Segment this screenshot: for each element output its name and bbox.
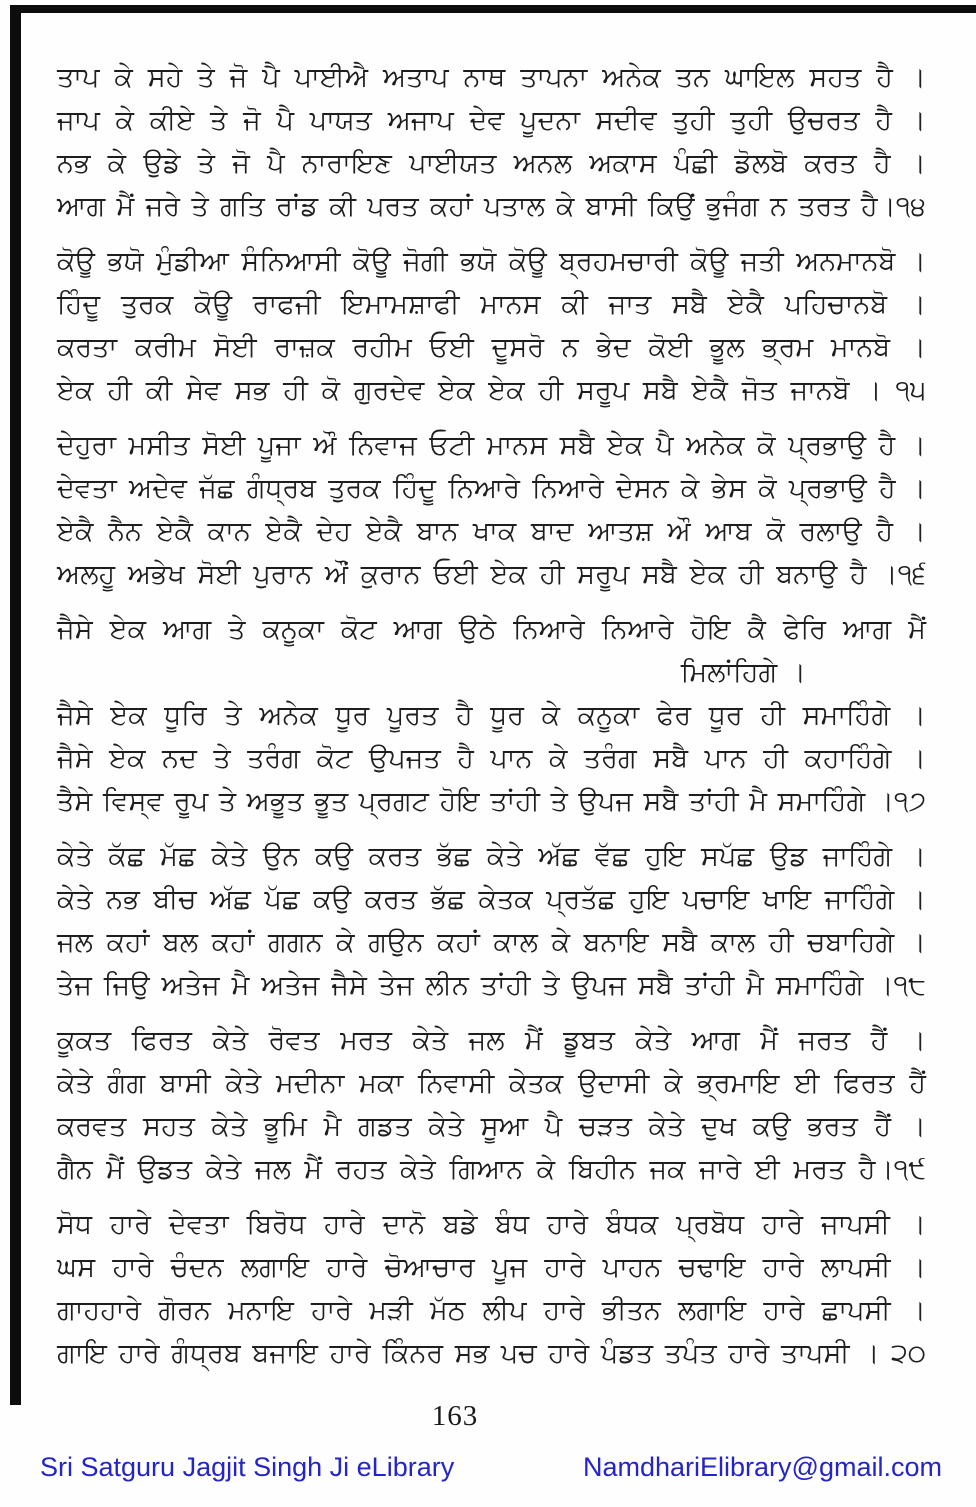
verse-line: ਤਾਪ ਕੇ ਸਹੇ ਤੇ ਜੋ ਪੈ ਪਾਈਐ ਅਤਾਪ ਨਾਥ ਤਾਪਨਾ ਅਨੇਕ ਤਨ ਘਾਇਲ ਸਹਤ ਹੈ ।	[57, 62, 926, 93]
verse-line: ਅਲਹੂ ਅਭੇਖ ਸੋਈ ਪੁਰਾਨ ਔਂ ਕੁਰਾਨ ਓਈ ਏਕ ਹੀ ਸਰੂਪ ਸਬੈ ਏਕ ਹੀ ਬਨਾਉ ਹੈ ।੧੬	[57, 559, 926, 590]
verse-line: ਕੇਤੇ ਕੱਛ ਮੱਛ ਕੇਤੇ ਉਨ ਕਉ ਕਰਤ ਭੱਛ ਕੇਤੇ ਅੱਛ ਵੱਛ ਹੁਇ ਸਪੱਛ ਉਡ ਜਾਹਿੰਗੇ ।	[57, 841, 926, 872]
verse-line: ਨਭ ਕੇ ਉਡੇ ਤੇ ਜੋ ਪੈ ਨਾਰਾਇਣ ਪਾਈਯਤ ਅਨਲ ਅਕਾਸ ਪੰਛੀ ਡੋਲਬੋ ਕਰਤ ਹੈ ।	[57, 148, 926, 179]
verse-line: ਦੇਵਤਾ ਅਦੇਵ ਜੱਛ ਗੰਧ੍ਰਬ ਤੁਰਕ ਹਿੰਦੂ ਨਿਆਰੇ ਨਿਆਰੇ ਦੇਸਨ ਕੇ ਭੇਸ ਕੋ ਪ੍ਰਭਾਉ ਹੈ ।	[57, 473, 926, 504]
footer	[40, 1452, 942, 1483]
verse-line: ਸੋਧ ਹਾਰੇ ਦੇਵਤਾ ਬਿਰੋਧ ਹਾਰੇ ਦਾਨੋ ਬਡੇ ਬੰਧ ਹਾਰੇ ਬੰਧਕ ਪ੍ਰਬੋਧ ਹਾਰੇ ਜਾਪਸੀ ।	[57, 1209, 926, 1240]
verse-line-continuation: ਮਿਲਾਂਹਿਗੇ ।	[680, 657, 806, 688]
verse-line: ਕਰਤਾ ਕਰੀਮ ਸੋਈ ਰਾਜ਼ਕ ਰਹੀਮ ਓਈ ਦੂਸਰੋ ਨ ਭੇਦ ਕੋਈ ਭੂਲ ਭ੍ਰਮ ਮਾਨਬੋ ।	[57, 332, 926, 363]
verse-line: ਜਾਪ ਕੇ ਕੀਏ ਤੇ ਜੋ ਪੈ ਪਾਯਤ ਅਜਾਪ ਦੇਵ ਪੂਦਨਾ ਸਦੀਵ ਤੁਹੀ ਤੁਹੀ ਉਚਰਤ ਹੈ ।	[57, 105, 926, 136]
footer-email: NamdhariElibrary@gmail.com	[582, 1452, 942, 1482]
verse-line: ਹਿੰਦੂ ਤੁਰਕ ਕੋਊ ਰਾਫਜੀ ਇਮਾਮਸ਼ਾਫੀ ਮਾਨਸ ਕੀ ਜਾਤ ਸਬੈ ਏਕੈ ਪਹਿਚਾਨਬੋ ।	[57, 289, 926, 320]
verse-line: ਕੂਕਤ ਫਿਰਤ ਕੇਤੇ ਰੋਵਤ ਮਰਤ ਕੇਤੇ ਜਲ ਮੈਂ ਡੂਬਤ ਕੇਤੇ ਆਗ ਮੈਂ ਜਰਤ ਹੈਂ ।	[57, 1025, 926, 1056]
verse-line: ਗਾਹਹਾਰੇ ਗੋਰਨ ਮਨਾਇ ਹਾਰੇ ਮੜੀ ਮੱਠ ਲੀਪ ਹਾਰੇ ਭੀਤਨ ਲਗਾਇ ਹਾਰੇ ਛਾਪਸੀ ।	[57, 1295, 926, 1326]
stanza-20	[57, 1203, 926, 1375]
verse-line: ਜੈਸੇ ਏਕ ਨਦ ਤੇ ਤਰੰਗ ਕੋਟ ਉਪਜਤ ਹੈ ਪਾਨ ਕੇ ਤਰੰਗ ਸਬੈ ਪਾਨ ਹੀ ਕਹਾਹਿੰਗੇ ।	[57, 743, 926, 774]
verse-line: ਦੇਹੁਰਾ ਮਸੀਤ ਸੋਈ ਪੂਜਾ ਔ ਨਿਵਾਜ ਓਟੀ ਮਾਨਸ ਸਬੈ ਏਕ ਪੈ ਅਨੇਕ ਕੋ ਪ੍ਰਭਾਉ ਹੈ ।	[57, 430, 926, 461]
stanza-15	[57, 240, 926, 412]
verse-line: ਤੈਸੇ ਵਿਸ੍ਵ ਰੂਪ ਤੇ ਅਭੂਤ ਭੂਤ ਪ੍ਰਗਟ ਹੋਇ ਤਾਂਹੀ ਤੇ ਉਪਜ ਸਬੈ ਤਾਂਹੀ ਮੈ ਸਮਾਹਿੰਗੇ ।੧੭	[57, 786, 926, 817]
verse-line: ਘਸ ਹਾਰੇ ਚੰਦਨ ਲਗਾਇ ਹਾਰੇ ਚੋਆਚਾਰ ਪੂਜ ਹਾਰੇ ਪਾਹਨ ਚਢਾਇ ਹਾਰੇ ਲਾਪਸੀ ।	[57, 1252, 926, 1283]
verse-line: ਆਗ ਮੈਂ ਜਰੇ ਤੇ ਗਤਿ ਰਾਂਡ ਕੀ ਪਰਤ ਕਹਾਂ ਪਤਾਲ ਕੇ ਬਾਸੀ ਕਿਉਂ ਭੁਜੰਗ ਨ ਤਰਤ ਹੈ।੧੪	[57, 191, 926, 222]
stanza-19	[57, 1019, 926, 1191]
page-number: 163	[431, 1400, 479, 1432]
verse-line: ਗੈਨ ਮੈਂ ਉਡਤ ਕੇਤੇ ਜਲ ਮੈਂ ਰਹਤ ਕੇਤੇ ਗਿਆਨ ਕੇ ਬਿਹੀਨ ਜਕ ਜਾਰੇ ਈ ਮਰਤ ਹੈ।੧੯	[57, 1154, 926, 1185]
verse-line: ਗਾਇ ਹਾਰੇ ਗੰਧ੍ਰਬ ਬਜਾਇ ਹਾਰੇ ਕਿੰਨਰ ਸਭ ਪਚ ਹਾਰੇ ਪੰਡਤ ਤਪੰਤ ਹਾਰੇ ਤਾਪਸੀ । ੨੦	[57, 1338, 926, 1369]
verse-text-body	[57, 56, 926, 1387]
verse-line: ਏਕੈ ਨੈਨ ਏਕੈ ਕਾਨ ਏਕੈ ਦੇਹ ਏਕੈ ਬਾਨ ਖਾਕ ਬਾਦ ਆਤਸ਼ ਔ ਆਬ ਕੋ ਰਲਾਉ ਹੈ ।	[57, 516, 926, 547]
verse-line: ਕੇਤੇ ਨਭ ਬੀਚ ਅੱਛ ਪੱਛ ਕਉ ਕਰਤ ਭੱਛ ਕੇਤਕ ਪ੍ਰਤੱਛ ਹੁਇ ਪਚਾਇ ਖਾਇ ਜਾਹਿੰਗੇ ।	[57, 884, 926, 915]
footer-library-credit: Sri Satguru Jagjit Singh Ji eLibrary	[40, 1452, 455, 1482]
verse-line: ਜੈਸੇ ਏਕ ਆਗ ਤੇ ਕਨੂਕਾ ਕੋਟ ਆਗ ਉਠੇ ਨਿਆਰੇ ਨਿਆਰੇ ਹੋਇ ਕੈ ਫੇਰਿ ਆਗ ਮੈਂ	[57, 614, 926, 645]
verse-line: ਕੇਤੇ ਗੰਗ ਬਾਸੀ ਕੇਤੇ ਮਦੀਨਾ ਮਕਾ ਨਿਵਾਸੀ ਕੇਤਕ ਉਦਾਸੀ ਕੇ ਭ੍ਰਮਾਇ ਈ ਫਿਰਤ ਹੈਂ	[57, 1068, 926, 1099]
stanza-16	[57, 424, 926, 596]
verse-line: ਕਰਵਤ ਸਹਤ ਕੇਤੇ ਭੂਮਿ ਮੈ ਗਡਤ ਕੇਤੇ ਸੂਆ ਪੈ ਚੜਤ ਕੇਤੇ ਦੁਖ ਕਉ ਭਰਤ ਹੈਂ ।	[57, 1111, 926, 1142]
verse-line: ਜੈਸੇ ਏਕ ਧੂਰਿ ਤੇ ਅਨੇਕ ਧੂਰ ਪੂਰਤ ਹੈ ਧੂਰ ਕੇ ਕਨੂਕਾ ਫੇਰ ਧੂਰ ਹੀ ਸਮਾਹਿੰਗੇ ।	[57, 700, 926, 731]
verse-line: ਏਕ ਹੀ ਕੀ ਸੇਵ ਸਭ ਹੀ ਕੋ ਗੁਰਦੇਵ ਏਕ ਏਕ ਹੀ ਸਰੂਪ ਸਬੈ ਏਕੈ ਜੋਤ ਜਾਨਬੋ । ੧੫	[57, 375, 926, 406]
verse-line: ਕੋਊ ਭਯੋ ਮੁੰਡੀਆ ਸੰਨਿਆਸੀ ਕੋਊ ਜੋਗੀ ਭਯੋ ਕੋਊ ਬ੍ਰਹਮਚਾਰੀ ਕੋਊ ਜਤੀ ਅਨਮਾਨਬੋ ।	[57, 246, 926, 277]
stanza-17	[57, 608, 926, 823]
stanza-18	[57, 835, 926, 1007]
verse-line: ਜਲ ਕਹਾਂ ਬਲ ਕਹਾਂ ਗਗਨ ਕੇ ਗਉਨ ਕਹਾਂ ਕਾਲ ਕੇ ਬਨਾਇ ਸਬੈ ਕਾਲ ਹੀ ਚਬਾਹਿਗੇ ।	[57, 927, 926, 958]
scan-edge-top	[10, 5, 976, 13]
stanza-14	[57, 56, 926, 228]
scan-edge-left	[10, 5, 21, 1405]
verse-line: ਤੇਜ ਜਿਉ ਅਤੇਜ ਮੈ ਅਤੇਜ ਜੈਸੇ ਤੇਜ ਲੀਨ ਤਾਂਹੀ ਤੇ ਉਪਜ ਸਬੈ ਤਾਂਹੀ ਮੈ ਸਮਾਹਿੰਗੇ ।੧੮	[57, 970, 926, 1001]
